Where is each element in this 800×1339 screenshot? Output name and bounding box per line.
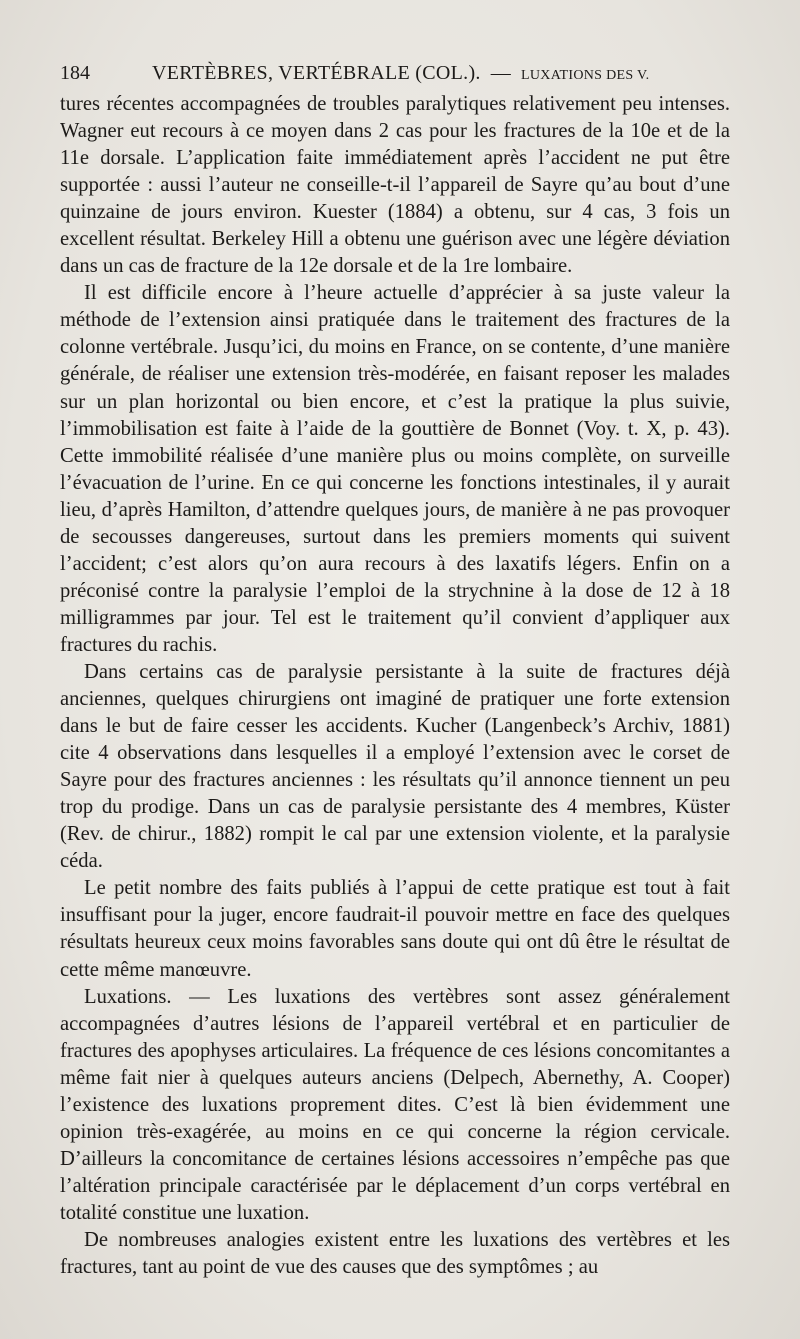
paragraph-2: Il est difficile encore à l’heure actuelle d’apprécier à sa juste valeur la méthode de l’extension ainsi pratiquée dans le traitement des fractures de la colonne vertébrale. Jusqu’ici, du moins en France, on se contente, d’une manière générale, de réaliser une extension très-modérée, en faisant reposer les malades sur un plan horizontal ou bien encore, et c’est la pratique la plus suivie, l’immobilisation est faite à l’aide de la gouttière de Bonnet (Voy. t. X, p. 43). Cette immobilité réalisée d’une manière plus ou moins complète, on surveille l’évacuation de l’urine. En ce qui concerne les fonctions intestinales, il y aurait lieu, d’après Hamilton, d’attendre quelques jours, de manière à ne pas provoquer de secousses dangereuses, surtout dans les premiers moments qui suivent l’accident; c’est alors qu’on aura recours à des laxatifs légers. Enfin on a préconisé contre la paralysie l’emploi de la strychnine à la dose de 12 à 18 milligrammes par jour. Tel est le traitement qu’il convient d’appliquer aux fractures du rachis. xyxy=(60,282,730,656)
running-header xyxy=(60,56,720,90)
header-title: VERTÈBRES, VERTÉBRALE (COL.). xyxy=(152,62,481,84)
paragraph-1: tures récentes accompagnées de troubles paralytiques relativement peu intenses. Wagner eut recours à ce moyen dans 2 cas pour les fractures de la 10e et de la 11e dorsale. L’application faite immédiatement après l’accident ne put être supportée : aussi l’auteur ne conseille-t-il l’appareil de Sayre qu’au bout d’une quinzaine de jours environ. Kuester (1884) a obtenu, sur 4 cas, 3 fois un excellent résultat. Berkeley Hill a obtenu une guérison avec une légère déviation dans un cas de fracture de la 12e dorsale et de la 1re lombaire. xyxy=(60,93,730,278)
header-title-line xyxy=(152,62,649,85)
page-body xyxy=(60,91,730,1281)
paragraph-6: De nombreuses analogies existent entre les luxations des vertèbres et les fractures, tant au point de vue des causes que des symptômes ; au xyxy=(60,1228,730,1279)
header-dash: — xyxy=(490,62,512,84)
header-section: LUXATIONS DES V. xyxy=(521,68,650,83)
paragraph-4: Le petit nombre des faits publiés à l’appui de cette pratique est tout à fait insuffisant pour la juger, encore faudrait-il pouvoir mettre en face des quelques résultats heureux ceux moins favorables sans doute qui ont dû être le résultat de cette même manœuvre. xyxy=(60,877,730,981)
paragraph-3: Dans certains cas de paralysie persistante à la suite de fractures déjà anciennes, quelques chirurgiens ont imaginé de pratiquer une forte extension dans le but de faire cesser les accidents. Kucher (Langenbeck’s Archiv, 1881) cite 4 observations dans lesquelles il a employé l’extension avec le corset de Sayre pour des fractures anciennes : les résultats qu’il annonce tiennent un peu trop du prodige. Dans un cas de paralysie persistante des 4 membres, Küster (Rev. de chirur., 1882) rompit le cal par une extension violente, et la paralysie céda. xyxy=(60,660,730,873)
page-number: 184 xyxy=(60,62,90,84)
paragraph-5: Luxations. — Les luxations des vertèbres sont assez généralement accompagnées d’autres lésions de l’appareil vertébral et en particulier de fractures des apophyses articulaires. La fréquence de ces lésions concomitantes a même fait nier à quelques auteurs anciens (Delpech, Abernethy, A. Cooper) l’existence des luxations proprement dites. C’est là bien évidemment une opinion très-exagérée, au moins en ce qui concerne la région cervicale. D’ailleurs la concomitance de certaines lésions accessoires n’empêche pas que l’altération principale caractérisée par le déplacement d’un corps vertébral en totalité constitue une luxation. xyxy=(60,985,730,1224)
